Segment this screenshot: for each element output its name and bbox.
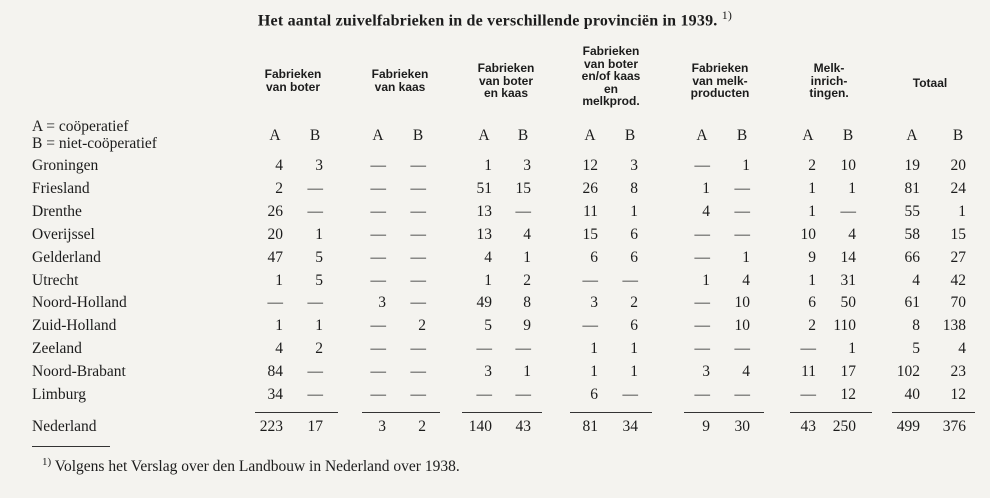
- table-cell: —: [370, 340, 386, 357]
- table-cell: —: [370, 249, 386, 266]
- table-cell: 43: [515, 418, 531, 435]
- table-cell: —: [370, 272, 386, 289]
- table-cell: 5: [912, 340, 920, 357]
- footnote: [42, 456, 460, 476]
- table-cell: —: [694, 340, 710, 357]
- table-cell: 2: [275, 180, 283, 197]
- total-rule: [892, 412, 975, 413]
- total-rule: [570, 412, 652, 413]
- table-cell: 4: [848, 226, 856, 243]
- table-cell: 8: [912, 317, 920, 334]
- table-cell: —: [410, 180, 426, 197]
- column-header: Fabrieken van kaas: [371, 67, 429, 94]
- table-cell: 30: [734, 418, 750, 435]
- table-cell: 2: [418, 317, 426, 334]
- total-rule: [362, 412, 440, 413]
- table-cell: 4: [702, 203, 710, 220]
- table-cell: —: [307, 203, 323, 220]
- total-rule: [684, 412, 764, 413]
- row-label: Drenthe: [32, 203, 82, 220]
- subheader-b: B: [309, 127, 321, 144]
- subheader-b: B: [624, 127, 636, 144]
- table-cell: —: [370, 203, 386, 220]
- table-cell: —: [800, 386, 816, 403]
- table-cell: 13: [476, 203, 492, 220]
- table-cell: 1: [275, 317, 283, 334]
- table-cell: —: [307, 180, 323, 197]
- table-title: [0, 8, 990, 30]
- table-cell: —: [515, 386, 531, 403]
- table-cell: 5: [315, 272, 323, 289]
- table-cell: —: [410, 386, 426, 403]
- table-cell: —: [694, 386, 710, 403]
- table-cell: —: [410, 363, 426, 380]
- table-cell: 3: [702, 363, 710, 380]
- table-cell: 43: [800, 418, 816, 435]
- table-cell: 1: [702, 272, 710, 289]
- table-cell: 15: [515, 180, 531, 197]
- table-cell: —: [410, 157, 426, 174]
- table-cell: 1: [523, 363, 531, 380]
- table-cell: 223: [259, 418, 283, 435]
- table-cell: 11: [801, 363, 816, 380]
- table-cell: 1: [590, 363, 598, 380]
- table-cell: 4: [742, 272, 750, 289]
- table-cell: 2: [630, 294, 638, 311]
- table-cell: 70: [950, 294, 966, 311]
- table-cell: —: [734, 340, 750, 357]
- table-cell: —: [515, 203, 531, 220]
- table-cell: 1: [742, 157, 750, 174]
- table-cell: 26: [582, 180, 598, 197]
- table-cell: 1: [484, 272, 492, 289]
- table-cell: 58: [904, 226, 920, 243]
- table-cell: 1: [275, 272, 283, 289]
- table-cell: —: [370, 157, 386, 174]
- table-cell: 2: [418, 418, 426, 435]
- table-cell: 84: [267, 363, 283, 380]
- table-cell: 1: [523, 249, 531, 266]
- table-cell: 1: [742, 249, 750, 266]
- table-cell: 1: [630, 363, 638, 380]
- table-cell: —: [410, 203, 426, 220]
- table-cell: 6: [630, 249, 638, 266]
- total-rule: [462, 412, 542, 413]
- table-cell: —: [476, 386, 492, 403]
- column-header: Melk- inrich- tingen.: [809, 61, 849, 100]
- table-cell: 20: [267, 226, 283, 243]
- table-cell: 3: [630, 157, 638, 174]
- table-cell: 50: [840, 294, 856, 311]
- table-cell: —: [370, 363, 386, 380]
- table-cell: 3: [590, 294, 598, 311]
- table-cell: 6: [808, 294, 816, 311]
- subheader-a: A: [696, 127, 708, 144]
- table-cell: —: [694, 157, 710, 174]
- table-cell: 27: [950, 249, 966, 266]
- table-cell: 61: [904, 294, 920, 311]
- table-cell: —: [734, 180, 750, 197]
- table-cell: 17: [307, 418, 323, 435]
- table-cell: —: [370, 317, 386, 334]
- table-cell: —: [410, 226, 426, 243]
- table-cell: 4: [523, 226, 531, 243]
- subheader-a: A: [478, 127, 490, 144]
- table-cell: 1: [702, 180, 710, 197]
- table-cell: —: [267, 294, 283, 311]
- table-cell: 1: [590, 340, 598, 357]
- table-cell: 102: [896, 363, 920, 380]
- table-cell: —: [694, 226, 710, 243]
- subheader-b: B: [842, 127, 854, 144]
- table-cell: 81: [904, 180, 920, 197]
- row-label: Limburg: [32, 386, 86, 403]
- table-cell: 6: [590, 249, 598, 266]
- table-cell: 138: [942, 317, 966, 334]
- table-cell: 1: [808, 180, 816, 197]
- table-cell: 499: [896, 418, 920, 435]
- row-label: Gelderland: [32, 249, 101, 266]
- table-cell: 1: [630, 340, 638, 357]
- table-cell: 110: [833, 317, 856, 334]
- table-cell: 1: [630, 203, 638, 220]
- table-cell: 1: [315, 226, 323, 243]
- table-cell: 10: [734, 317, 750, 334]
- table-cell: —: [410, 294, 426, 311]
- table-cell: 26: [267, 203, 283, 220]
- table-cell: 1: [848, 340, 856, 357]
- total-rule: [255, 412, 338, 413]
- table-cell: 66: [904, 249, 920, 266]
- legend-b: B = niet-coöperatief: [32, 135, 157, 152]
- footnote-rule: [32, 446, 110, 447]
- table-cell: —: [734, 226, 750, 243]
- table-cell: —: [800, 340, 816, 357]
- table-cell: 23: [950, 363, 966, 380]
- table-cell: 19: [904, 157, 920, 174]
- legend-a: A = coöperatief: [32, 118, 129, 135]
- table-cell: 34: [267, 386, 283, 403]
- column-header: Fabrieken van melk- producten: [690, 61, 750, 100]
- total-rule: [790, 412, 872, 413]
- table-cell: —: [694, 294, 710, 311]
- table-cell: 6: [630, 226, 638, 243]
- table-cell: 376: [942, 418, 966, 435]
- footnote-mark: 1): [42, 456, 52, 468]
- table-cell: 12: [840, 386, 856, 403]
- table-cell: 1: [848, 180, 856, 197]
- table-cell: —: [410, 249, 426, 266]
- table-cell: —: [307, 294, 323, 311]
- subheader-a: A: [802, 127, 814, 144]
- table-cell: 42: [950, 272, 966, 289]
- table-cell: 4: [484, 249, 492, 266]
- table-cell: 9: [808, 249, 816, 266]
- row-label: Zeeland: [32, 340, 82, 357]
- column-header: Totaal: [912, 76, 948, 90]
- table-cell: 1: [808, 203, 816, 220]
- footnote-text: Volgens het Verslag over den Landbouw in Nederland over 1938.: [54, 458, 460, 476]
- table-cell: 40: [904, 386, 920, 403]
- table-cell: 6: [590, 386, 598, 403]
- table-cell: 9: [702, 418, 710, 435]
- table-cell: 12: [582, 157, 598, 174]
- legend: [32, 118, 157, 152]
- subheader-a: A: [372, 127, 384, 144]
- table-cell: —: [734, 386, 750, 403]
- table-cell: 2: [315, 340, 323, 357]
- row-label: Overijssel: [32, 226, 95, 243]
- table-cell: 13: [476, 226, 492, 243]
- table-cell: 8: [523, 294, 531, 311]
- row-label: Utrecht: [32, 272, 79, 289]
- table-cell: 1: [315, 317, 323, 334]
- table-cell: 10: [800, 226, 816, 243]
- table-cell: 2: [808, 317, 816, 334]
- column-header: Fabrieken van boter: [264, 67, 322, 94]
- row-label: Noord-Brabant: [32, 363, 126, 380]
- table-cell: 81: [582, 418, 598, 435]
- row-label: Friesland: [32, 180, 90, 197]
- table-cell: 5: [315, 249, 323, 266]
- table-cell: —: [370, 180, 386, 197]
- table-cell: —: [370, 226, 386, 243]
- table-cell: 34: [622, 418, 638, 435]
- table-cell: 24: [950, 180, 966, 197]
- table-cell: 1: [808, 272, 816, 289]
- subheader-b: B: [952, 127, 964, 144]
- table-cell: 4: [275, 157, 283, 174]
- table-cell: 4: [912, 272, 920, 289]
- table-cell: —: [476, 340, 492, 357]
- table-cell: 10: [734, 294, 750, 311]
- table-cell: —: [840, 203, 856, 220]
- subheader-b: B: [412, 127, 424, 144]
- table-cell: —: [582, 272, 598, 289]
- table-cell: —: [582, 317, 598, 334]
- subheader-a: A: [906, 127, 918, 144]
- table-cell: 15: [950, 226, 966, 243]
- subheader-b: B: [517, 127, 529, 144]
- title-footnote-mark: 1): [721, 8, 733, 22]
- subheader-b: B: [736, 127, 748, 144]
- table-cell: 55: [904, 203, 920, 220]
- table-cell: 9: [523, 317, 531, 334]
- table-cell: 5: [484, 317, 492, 334]
- table-cell: 250: [832, 418, 856, 435]
- table-cell: —: [622, 386, 638, 403]
- table-cell: 49: [476, 294, 492, 311]
- table-cell: 2: [808, 157, 816, 174]
- table-cell: 51: [476, 180, 492, 197]
- table-cell: —: [734, 203, 750, 220]
- table-cell: —: [694, 317, 710, 334]
- row-label: Noord-Holland: [32, 294, 127, 311]
- table-cell: 1: [484, 157, 492, 174]
- subheader-a: A: [269, 127, 281, 144]
- subheader-a: A: [584, 127, 596, 144]
- table-cell: 140: [468, 418, 492, 435]
- table-cell: 47: [267, 249, 283, 266]
- table-cell: —: [410, 272, 426, 289]
- row-label: Zuid-Holland: [32, 317, 117, 334]
- row-label: Nederland: [32, 418, 97, 435]
- table-cell: 3: [378, 294, 386, 311]
- table-cell: 15: [582, 226, 598, 243]
- table-cell: 20: [950, 157, 966, 174]
- table-cell: —: [515, 340, 531, 357]
- table-cell: 2: [523, 272, 531, 289]
- table-cell: —: [694, 249, 710, 266]
- table-cell: 4: [958, 340, 966, 357]
- table-cell: —: [370, 386, 386, 403]
- table-cell: —: [307, 363, 323, 380]
- row-label: Groningen: [32, 157, 99, 174]
- table-cell: —: [410, 340, 426, 357]
- table-cell: 3: [523, 157, 531, 174]
- table-cell: 10: [840, 157, 856, 174]
- column-header: Fabrieken van boter en kaas: [477, 61, 535, 100]
- table-cell: 8: [630, 180, 638, 197]
- table-cell: 3: [378, 418, 386, 435]
- table-cell: 6: [630, 317, 638, 334]
- table-cell: 4: [742, 363, 750, 380]
- table-cell: —: [307, 386, 323, 403]
- table-cell: 4: [275, 340, 283, 357]
- table-cell: 3: [484, 363, 492, 380]
- table-cell: 31: [840, 272, 856, 289]
- table-cell: —: [622, 272, 638, 289]
- table-cell: 12: [950, 386, 966, 403]
- table-cell: 1: [958, 203, 966, 220]
- table-cell: 14: [840, 249, 856, 266]
- column-header: Fabrieken van boter en/of kaas en melkprod.: [581, 44, 641, 108]
- table-cell: 3: [315, 157, 323, 174]
- title-text: Het aantal zuivelfabrieken in de verschillende provinciën in 1939.: [257, 12, 718, 30]
- table-cell: 11: [583, 203, 598, 220]
- table-cell: 17: [840, 363, 856, 380]
